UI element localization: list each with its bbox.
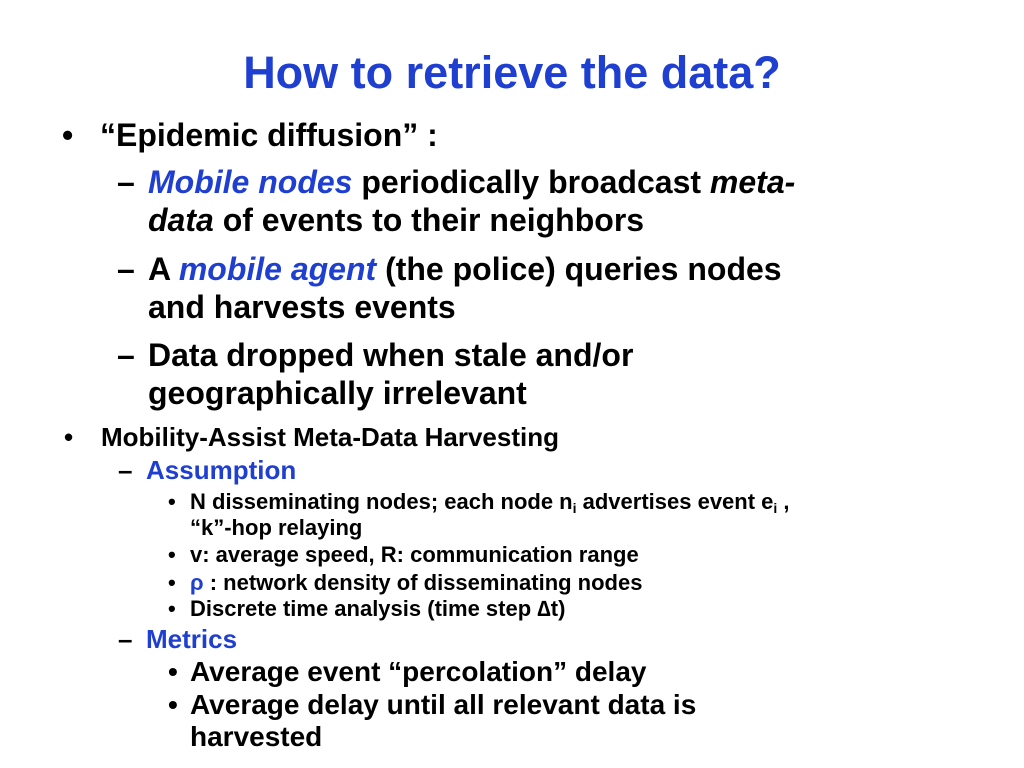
assumption-label: Assumption: [146, 455, 297, 485]
bullet-marker: •: [168, 689, 178, 720]
sub-bullet-data-dropped-line2: geographically irrelevant: [148, 375, 527, 411]
bullet-mobility-assist: Mobility-Assist Meta-Data Harvesting: [101, 422, 559, 452]
rho-symbol: ρ: [190, 570, 204, 595]
slide-title: How to retrieve the data?: [243, 47, 781, 98]
bullet-marker: •: [168, 570, 176, 595]
dash-marker: –: [117, 337, 135, 373]
meta-emphasis: meta-: [709, 164, 796, 200]
bullet-marker: •: [168, 656, 178, 687]
assumption-text: N disseminating nodes; each node n: [190, 489, 573, 514]
assumption-text: advertises event e: [576, 489, 774, 514]
assumption-item-speed: v: average speed, R: communication range: [190, 542, 639, 567]
metric-percolation-delay: Average event “percolation” delay: [190, 656, 647, 687]
dash-marker: –: [117, 164, 135, 200]
bullet-marker: •: [168, 542, 176, 567]
assumption-item-nodes-line2: “k”-hop relaying: [190, 515, 363, 540]
events-text: of events to their neighbors: [213, 202, 645, 238]
subscript-i: i: [572, 500, 577, 516]
metric-harvest-delay: Average delay until all relevant data is: [190, 689, 697, 720]
mobile-nodes-emphasis: Mobile nodes: [148, 164, 353, 200]
metrics-label: Metrics: [146, 624, 238, 654]
assumption-item-density: [190, 570, 642, 596]
bullet-epidemic-diffusion: “Epidemic diffusion” :: [100, 117, 438, 153]
assumption-text: : network density of disseminating nodes: [203, 570, 643, 595]
bullet-marker: •: [168, 596, 176, 621]
sub-bullet-data-dropped: Data dropped when stale and/or: [148, 337, 634, 373]
sub-bullet-mobile-agent: [148, 250, 782, 288]
data-emphasis: data: [148, 202, 214, 238]
mobile-nodes-text: periodically broadcast: [352, 164, 710, 200]
assumption-item-nodes: [190, 489, 790, 515]
dash-marker: –: [118, 624, 133, 654]
assumption-text: ,: [777, 489, 790, 514]
bullet-marker: •: [168, 489, 176, 514]
sub-bullet-mobile-nodes: [148, 163, 795, 201]
assumption-text: ): [558, 596, 566, 621]
mobile-agent-prefix: A: [148, 251, 179, 287]
mobile-agent-text: (the police) queries nodes: [376, 251, 782, 287]
delta-t-symbol: ∆t: [537, 596, 559, 621]
dash-marker: –: [117, 251, 135, 287]
sub-bullet-mobile-agent-line2: and harvests events: [148, 289, 456, 325]
dash-marker: –: [118, 455, 133, 485]
sub-bullet-mobile-nodes-line2: [148, 201, 644, 239]
bullet-marker: •: [62, 117, 74, 153]
assumption-text: Discrete time analysis (time step: [190, 596, 538, 621]
subscript-i: i: [773, 500, 778, 516]
metric-harvest-delay-line2: harvested: [190, 721, 323, 752]
bullet-marker: •: [64, 422, 74, 452]
mobile-agent-emphasis: mobile agent: [178, 251, 377, 287]
assumption-item-time: [190, 596, 565, 622]
